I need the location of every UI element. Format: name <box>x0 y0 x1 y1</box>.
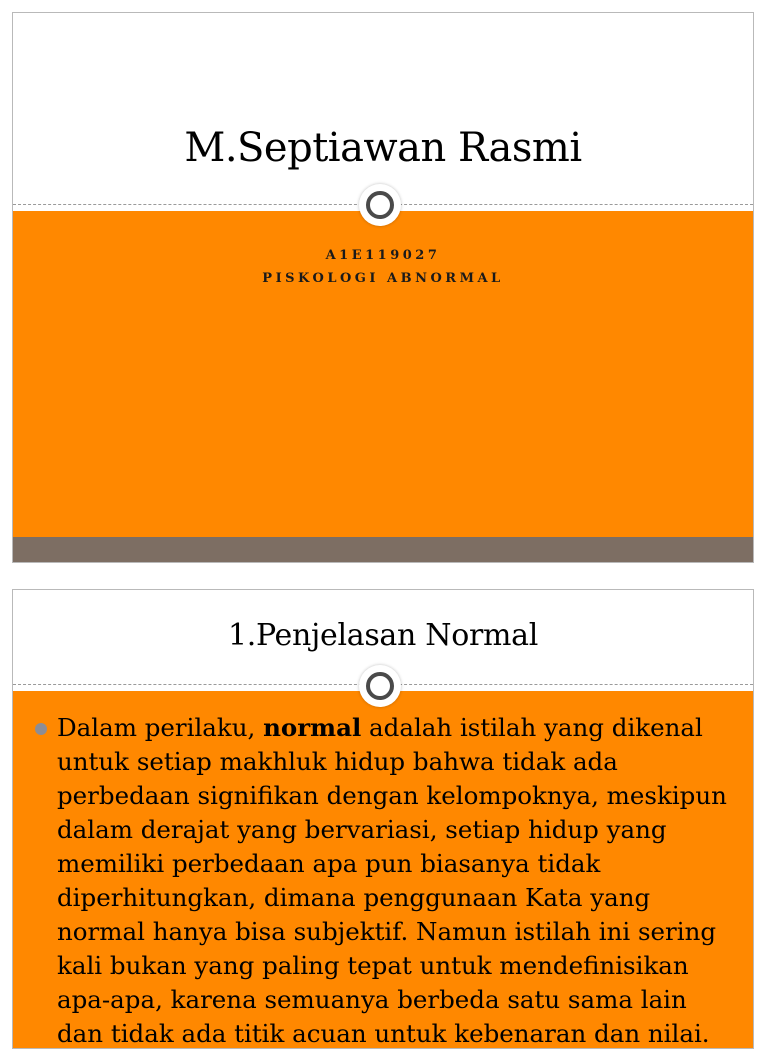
content-slide <box>12 589 754 1049</box>
bullet-rest: adalah istilah yang dikenal untuk setiap makhluk hidup bahwa tidak ada perbedaan signifikan dengan kelompoknya, meskipun dalam derajat yang bervariasi, setiap hidup yang memiliki perbedaan apa pun biasanya tidak diperhitungkan, dimana penggunaan Kata yang normal hanya bisa subjektif. Namun istilah ini sering kali bukan yang paling tepat untuk mendefinisikan apa-apa, karena semuanya berbeda satu sama lain dan tidak ada titik acuan untuk kebenaran dan nilai. <box>57 713 727 1048</box>
bullet-bold-term: normal <box>263 713 362 742</box>
title-area <box>13 13 753 203</box>
ring-ornament-icon <box>359 184 401 226</box>
slide-title: 1.Penjelasan Normal <box>227 618 539 653</box>
slide-title: M.Septiawan Rasmi <box>184 125 582 171</box>
subtitle-course: PISKOLOGI ABNORMAL <box>262 271 504 286</box>
bullet-icon <box>35 723 47 735</box>
footer-bar <box>13 537 753 563</box>
ring-ornament-icon <box>359 665 401 707</box>
subtitle-id: A1E119027 <box>325 248 441 263</box>
bullet-lead: Dalam perilaku, <box>57 713 264 742</box>
bullet-item <box>57 711 735 1049</box>
slide-subtitle <box>13 244 753 290</box>
bullet-list <box>37 711 735 1049</box>
title-slide <box>12 12 754 563</box>
